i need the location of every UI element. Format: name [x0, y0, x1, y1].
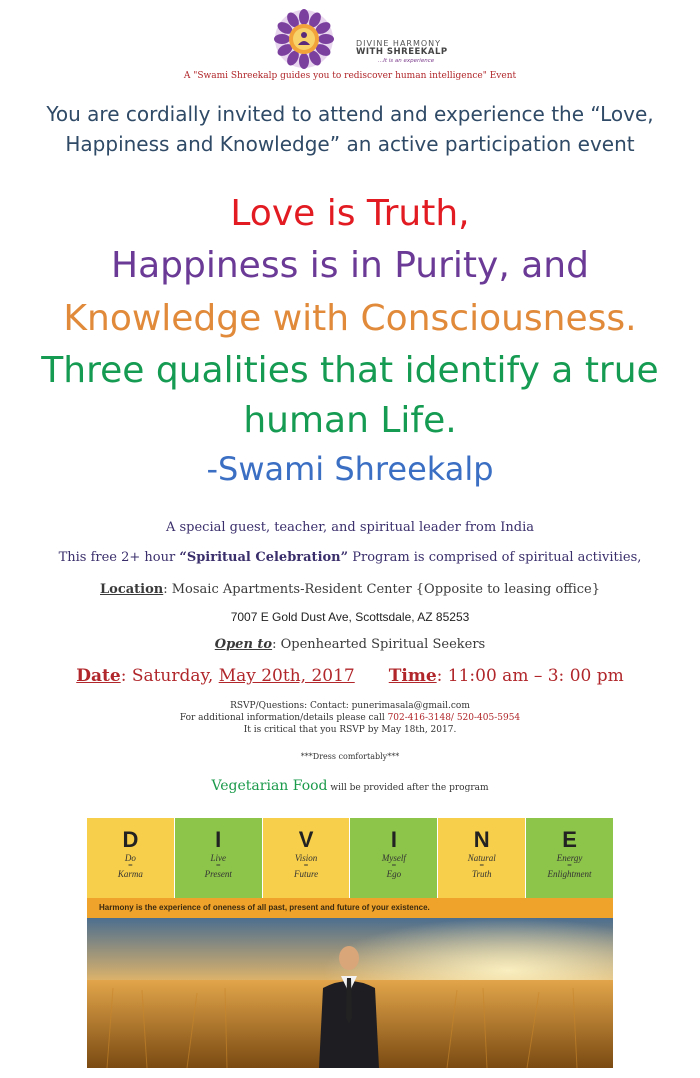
- rsvp-contact-label: RSVP/Questions: Contact:: [230, 701, 352, 711]
- date-mid: : Saturday,: [120, 666, 219, 686]
- meditating-man-in-field-image: [87, 918, 613, 1068]
- invitation-line-2: Happiness and Knowledge” an active participation event: [65, 132, 635, 156]
- divine-word-top: Do: [124, 853, 136, 863]
- brand-line-1: DIVINE HARMONY: [356, 39, 442, 48]
- divine-separator: =: [479, 862, 485, 869]
- divine-cell: [87, 818, 175, 898]
- divine-banner: [87, 818, 613, 1068]
- divine-cell: [263, 818, 351, 898]
- quote-line-happiness: Happiness is in Purity, and: [111, 245, 589, 286]
- program-post: Program is comprised of spiritual activities,: [348, 550, 642, 565]
- location-label: Location: [100, 582, 164, 597]
- divine-letter: N: [473, 827, 490, 852]
- rsvp-contact: [0, 700, 700, 712]
- quote-line-love: Love is Truth,: [230, 193, 470, 234]
- divine-letter: I: [390, 827, 397, 852]
- divine-separator: =: [215, 862, 221, 869]
- divine-cell: [350, 818, 438, 898]
- quote-line-qualities-2: human Life.: [243, 400, 457, 441]
- divine-word-top: Energy: [556, 853, 583, 863]
- program-pre: This free 2+ hour: [58, 550, 180, 565]
- time-value: : 11:00 am – 3: 00 pm: [436, 666, 624, 686]
- divine-letter: D: [122, 827, 139, 852]
- harmony-statement: Harmony is the experience of oneness of all past, present and future of your existence.: [87, 898, 613, 918]
- vegetarian-food-note: [0, 778, 700, 794]
- divine-separator: =: [303, 862, 309, 869]
- divine-cell: [175, 818, 263, 898]
- time-label: Time: [388, 666, 437, 686]
- divine-separator: =: [567, 862, 573, 869]
- divine-word-top: Natural: [467, 853, 496, 863]
- brand-line-3: ...It is an experience: [378, 57, 435, 64]
- brand-name: [356, 40, 476, 64]
- divine-word-top: Vision: [294, 853, 318, 863]
- divine-letter: E: [562, 827, 577, 852]
- open-to-label: Open to: [214, 637, 273, 652]
- divine-word-bottom: Future: [293, 869, 319, 879]
- quote-line-knowledge: Knowledge with Consciousness.: [63, 298, 637, 339]
- divine-cell: [526, 818, 613, 898]
- divine-word-bottom: Truth: [471, 869, 492, 879]
- quote-line-qualities-1: Three qualities that identify a true: [41, 350, 659, 391]
- location: [0, 582, 700, 597]
- guest-description: A special guest, teacher, and spiritual leader from India: [165, 520, 535, 535]
- divine-separator: =: [127, 862, 133, 869]
- location-value: : Mosaic Apartments-Resident Center {Opposite to leasing office}: [163, 582, 600, 597]
- rsvp-deadline: It is critical that you RSVP by May 18th, 2017.: [243, 725, 457, 735]
- program-description: [0, 550, 700, 565]
- divine-word-bottom: Enlightment: [547, 869, 592, 879]
- divine-word-top: Myself: [381, 853, 406, 863]
- address: 7007 E Gold Dust Ave, Scottsdale, AZ 85253: [230, 610, 470, 624]
- divine-word-top: Live: [210, 853, 226, 863]
- invitation-text: [0, 99, 700, 159]
- date-label: Date: [76, 666, 121, 686]
- brand-line-2: WITH SHREEKALP: [356, 47, 448, 57]
- divine-acronym-row: [87, 818, 613, 898]
- divine-cell: [438, 818, 526, 898]
- open-to-value: : Openhearted Spiritual Seekers: [272, 637, 486, 652]
- divine-word-bottom: Present: [204, 869, 232, 879]
- divine-letter: I: [215, 827, 222, 852]
- veg-food-label: Vegetarian Food: [211, 778, 328, 794]
- rsvp-phone: [0, 712, 700, 724]
- quote-signature: -Swami Shreekalp: [206, 450, 494, 488]
- divine-letter: V: [298, 827, 314, 852]
- quote-line-qualities: [0, 346, 700, 446]
- mandala-logo: [254, 8, 354, 70]
- program-name: “Spiritual Celebration”: [179, 550, 349, 565]
- date-time: [0, 666, 700, 686]
- rsvp-email-link[interactable]: punerimasala@gmail.com: [351, 701, 470, 711]
- veg-food-detail: will be provided after the program: [327, 783, 489, 793]
- divine-word-bottom: Karma: [117, 869, 143, 879]
- rsvp-info: [0, 700, 700, 736]
- event-tagline: A "Swami Shreekalp guides you to rediscover human intelligence" Event: [183, 71, 517, 81]
- rsvp-phone-label: For additional information/details please call: [179, 713, 388, 723]
- rsvp-phone-numbers[interactable]: 702-416-3148/ 520-405-5954: [387, 713, 521, 723]
- invitation-line-1: You are cordially invited to attend and experience the “Love,: [46, 102, 654, 126]
- open-to: [0, 637, 700, 652]
- divine-word-bottom: Ego: [386, 869, 402, 879]
- date-value: May 20th, 2017: [218, 666, 355, 686]
- divine-separator: =: [391, 862, 397, 869]
- dress-note: ***Dress comfortably***: [300, 752, 400, 761]
